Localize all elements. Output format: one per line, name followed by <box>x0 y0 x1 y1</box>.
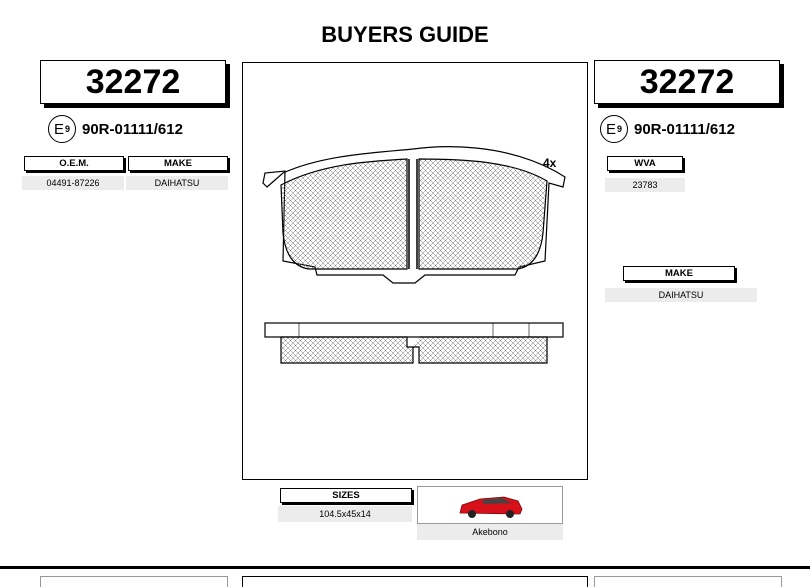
e-mark-icon: E 9 <box>600 115 628 143</box>
vehicle-image <box>417 486 563 524</box>
oem-header: O.E.M. <box>24 156 124 171</box>
quantity-label: 4x <box>543 156 557 170</box>
vehicle-caption: Akebono <box>417 524 563 540</box>
side-view-pad <box>281 337 413 363</box>
sizes-value: 104.5x45x14 <box>278 506 412 522</box>
brake-pad-drawing <box>242 62 588 480</box>
make-header-left: MAKE <box>128 156 228 171</box>
side-view-plate <box>265 323 563 337</box>
page-divider <box>0 566 810 569</box>
brake-pad-diagram <box>243 63 587 479</box>
wva-header: WVA <box>607 156 683 171</box>
certification-number: 90R-01111/612 <box>634 120 735 138</box>
certification-number: 90R-01111/612 <box>82 120 183 138</box>
part-number-box-left <box>40 60 226 104</box>
make-value-left: DAIHATSU <box>126 176 228 190</box>
sizes-header: SIZES <box>280 488 412 503</box>
oem-value: 04491-87226 <box>22 176 124 190</box>
make-value-right: DAIHATSU <box>605 288 757 302</box>
next-part-box-left <box>40 576 228 587</box>
certification-right <box>600 115 735 143</box>
next-part-box-right <box>594 576 782 587</box>
e-mark-icon: E 9 <box>48 115 76 143</box>
next-drawing-box <box>242 576 588 587</box>
certification-left <box>48 115 183 143</box>
part-number-box-right <box>594 60 780 104</box>
part-number: 32272 <box>639 62 735 101</box>
part-number: 32272 <box>85 62 181 101</box>
car-icon <box>418 487 562 523</box>
make-header-right: MAKE <box>623 266 735 281</box>
wva-value: 23783 <box>605 178 685 192</box>
page-title: BUYERS GUIDE <box>321 22 489 47</box>
friction-pad-right <box>419 159 547 269</box>
